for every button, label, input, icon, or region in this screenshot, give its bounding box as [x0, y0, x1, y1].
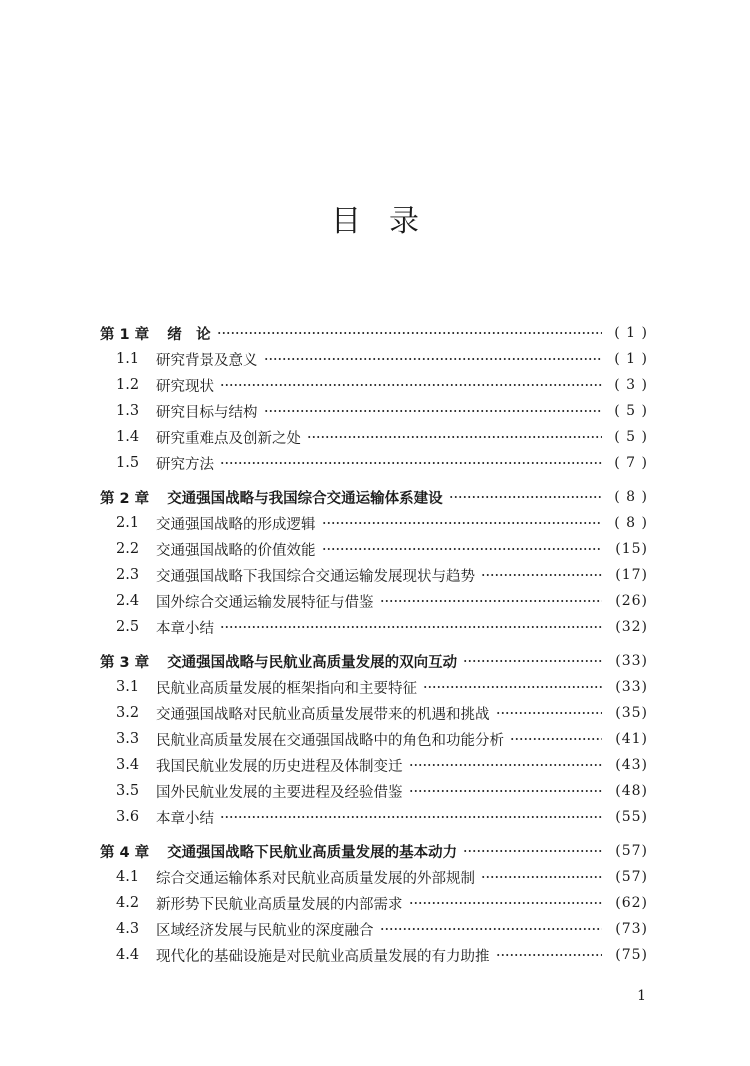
toc-entry-number: 第 3 章 — [100, 654, 150, 671]
toc-entry-number: 3.3 — [116, 731, 140, 747]
toc-chapter-entry[interactable] — [100, 648, 648, 674]
toc-chapter-entry[interactable] — [100, 838, 648, 864]
page-number: 1 — [637, 988, 646, 1004]
toc-entry-number: 2.2 — [116, 541, 140, 557]
toc-section-entry[interactable] — [100, 916, 648, 942]
dot-leader — [220, 810, 602, 824]
toc-entry-page: (15) — [615, 541, 648, 557]
toc-entry-page: ( 1 ) — [614, 325, 648, 341]
toc-entry-title: 区域经济发展与民航业的深度融合 — [156, 922, 374, 939]
dot-leader — [322, 542, 603, 556]
toc-section-entry[interactable] — [100, 588, 648, 614]
toc-entry-page: (33) — [615, 653, 648, 669]
toc-entry-number: 3.1 — [116, 679, 140, 695]
toc-entry-title: 交通强国战略与我国综合交通运输体系建设 — [167, 490, 443, 507]
dot-leader — [220, 456, 602, 470]
toc-section-entry[interactable] — [100, 752, 648, 778]
dot-leader — [510, 732, 602, 746]
toc-entry-number: 1.2 — [116, 377, 140, 393]
toc-entry-page: ( 1 ) — [614, 351, 648, 367]
toc-entry-title: 研究目标与结构 — [156, 404, 258, 421]
toc-entry-title: 综合交通运输体系对民航业高质量发展的外部规制 — [156, 870, 475, 887]
toc-entry-page: (17) — [615, 567, 648, 583]
toc-section-entry[interactable] — [100, 700, 648, 726]
toc-entry-title: 我国民航业发展的历史进程及体制变迁 — [156, 758, 403, 775]
dot-leader — [380, 922, 603, 936]
toc-section-entry[interactable] — [100, 510, 648, 536]
toc-entry-page: (43) — [615, 757, 648, 773]
dot-leader — [322, 516, 603, 530]
dot-leader — [220, 620, 602, 634]
toc-section-entry[interactable] — [100, 450, 648, 476]
dot-leader — [220, 378, 602, 392]
toc-entry-number: 第 4 章 — [100, 844, 150, 861]
toc-entry-page: ( 8 ) — [614, 515, 648, 531]
toc-entry-number: 2.3 — [116, 567, 140, 583]
toc-entry-page: (32) — [615, 619, 648, 635]
toc-entry-title: 本章小结 — [156, 810, 214, 827]
toc-entry-title: 国外民航业发展的主要进程及经验借鉴 — [156, 784, 403, 801]
table-of-contents — [100, 320, 648, 968]
toc-entry-title: 研究现状 — [156, 378, 214, 395]
toc-entry-page: (48) — [615, 783, 648, 799]
toc-entry-number: 3.6 — [116, 809, 140, 825]
toc-chapter-entry[interactable] — [100, 320, 648, 346]
toc-section-entry[interactable] — [100, 804, 648, 830]
toc-entry-number: 4.2 — [116, 895, 140, 911]
toc-entry-number: 1.5 — [116, 455, 140, 471]
toc-entry-title: 本章小结 — [156, 620, 214, 637]
toc-entry-page: (62) — [615, 895, 648, 911]
dot-leader — [409, 758, 603, 772]
toc-entry-number: 第 1 章 — [100, 326, 150, 343]
toc-entry-page: (75) — [615, 947, 648, 963]
toc-entry-number: 1.1 — [116, 351, 140, 367]
toc-section-entry[interactable] — [100, 424, 648, 450]
dot-leader — [463, 844, 602, 858]
toc-section-entry[interactable] — [100, 536, 648, 562]
toc-entry-page: (33) — [615, 679, 648, 695]
toc-entry-title: 交通强国战略的价值效能 — [156, 542, 316, 559]
toc-entry-number: 4.3 — [116, 921, 140, 937]
toc-entry-page: (26) — [615, 593, 648, 609]
toc-entry-title: 交通强国战略下我国综合交通运输发展现状与趋势 — [156, 568, 475, 585]
dot-leader — [307, 430, 602, 444]
dot-leader — [264, 404, 603, 418]
toc-section-entry[interactable] — [100, 890, 648, 916]
toc-entry-title: 交通强国战略的形成逻辑 — [156, 516, 316, 533]
toc-entry-title: 民航业高质量发展的框架指向和主要特征 — [156, 680, 417, 697]
toc-section-entry[interactable] — [100, 864, 648, 890]
toc-entry-title: 现代化的基础设施是对民航业高质量发展的有力助推 — [156, 948, 490, 965]
dot-leader — [481, 870, 602, 884]
toc-entry-page: (35) — [615, 705, 648, 721]
toc-entry-title: 交通强国战略下民航业高质量发展的基本动力 — [167, 844, 458, 861]
toc-entry-title: 绪 论 — [167, 326, 211, 343]
toc-section-entry[interactable] — [100, 346, 648, 372]
toc-entry-title: 交通强国战略对民航业高质量发展带来的机遇和挑战 — [156, 706, 490, 723]
dot-leader — [217, 326, 602, 340]
toc-entry-number: 1.3 — [116, 403, 140, 419]
toc-entry-title: 新形势下民航业高质量发展的内部需求 — [156, 896, 403, 913]
toc-entry-page: (55) — [615, 809, 648, 825]
toc-entry-number: 3.5 — [116, 783, 140, 799]
toc-section-entry[interactable] — [100, 942, 648, 968]
toc-entry-number: 2.5 — [116, 619, 140, 635]
toc-entry-page: ( 8 ) — [614, 489, 648, 505]
toc-entry-page: ( 7 ) — [614, 455, 648, 471]
toc-entry-number: 2.4 — [116, 593, 140, 609]
toc-section-entry[interactable] — [100, 398, 648, 424]
toc-entry-page: ( 3 ) — [614, 377, 648, 393]
toc-entry-page: (41) — [615, 731, 648, 747]
dot-leader — [496, 948, 603, 962]
toc-entry-number: 第 2 章 — [100, 490, 150, 507]
dot-leader — [463, 654, 602, 668]
toc-section-entry[interactable] — [100, 674, 648, 700]
toc-entry-page: ( 5 ) — [614, 403, 648, 419]
page-title: 目录 — [331, 204, 447, 239]
dot-leader — [496, 706, 603, 720]
toc-entry-title: 交通强国战略与民航业高质量发展的双向互动 — [167, 654, 458, 671]
toc-entry-title: 研究背景及意义 — [156, 352, 258, 369]
toc-entry-number: 3.2 — [116, 705, 140, 721]
dot-leader — [409, 784, 603, 798]
dot-leader — [423, 680, 602, 694]
dot-leader — [380, 594, 603, 608]
toc-entry-title: 研究方法 — [156, 456, 214, 473]
toc-entry-title: 国外综合交通运输发展特征与借鉴 — [156, 594, 374, 611]
toc-entry-page: (57) — [615, 843, 648, 859]
toc-entry-number: 4.4 — [116, 947, 140, 963]
toc-section-entry[interactable] — [100, 562, 648, 588]
toc-entry-page: (73) — [615, 921, 648, 937]
toc-chapter-entry[interactable] — [100, 484, 648, 510]
toc-entry-number: 2.1 — [116, 515, 140, 531]
dot-leader — [481, 568, 602, 582]
toc-entry-number: 3.4 — [116, 757, 140, 773]
toc-entry-page: (57) — [615, 869, 648, 885]
toc-entry-page: ( 5 ) — [614, 429, 648, 445]
toc-section-entry[interactable] — [100, 372, 648, 398]
dot-leader — [264, 352, 603, 366]
dot-leader — [409, 896, 603, 910]
toc-entry-title: 民航业高质量发展在交通强国战略中的角色和功能分析 — [156, 732, 504, 749]
toc-entry-number: 4.1 — [116, 869, 140, 885]
toc-entry-title: 研究重难点及创新之处 — [156, 430, 301, 447]
toc-entry-number: 1.4 — [116, 429, 140, 445]
toc-section-entry[interactable] — [100, 726, 648, 752]
toc-section-entry[interactable] — [100, 778, 648, 804]
toc-section-entry[interactable] — [100, 614, 648, 640]
dot-leader — [449, 490, 602, 504]
